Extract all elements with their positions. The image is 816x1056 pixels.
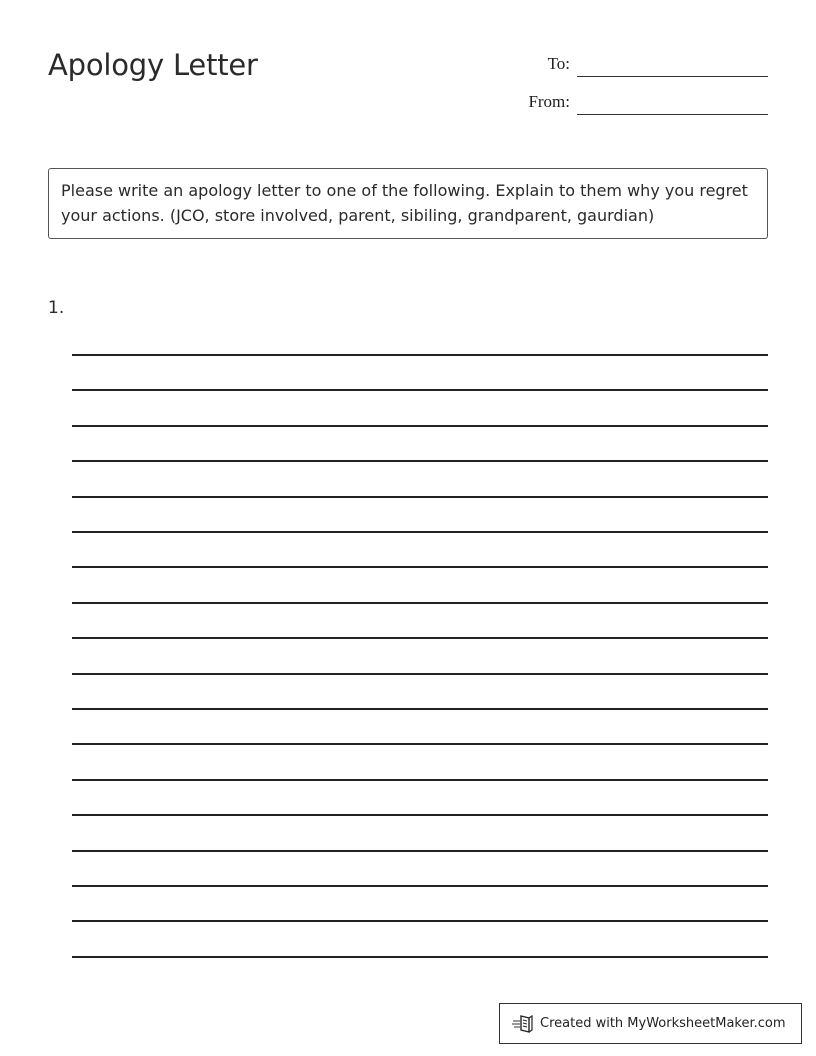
- from-label: From:: [528, 92, 570, 111]
- writing-line[interactable]: [72, 673, 768, 675]
- writing-line[interactable]: [72, 956, 768, 958]
- writing-line[interactable]: [72, 354, 768, 356]
- writing-line[interactable]: [72, 885, 768, 887]
- writing-line[interactable]: [72, 602, 768, 604]
- writing-line[interactable]: [72, 389, 768, 391]
- from-blank[interactable]: [577, 114, 768, 115]
- to-blank[interactable]: [577, 76, 768, 77]
- to-field: [0, 54, 816, 78]
- footer-text: Created with MyWorksheetMaker.com: [540, 1016, 786, 1031]
- writing-line[interactable]: [72, 531, 768, 533]
- writing-line[interactable]: [72, 814, 768, 816]
- footer-badge: [499, 1003, 802, 1044]
- writing-line[interactable]: [72, 460, 768, 462]
- writing-line[interactable]: [72, 566, 768, 568]
- question-number: 1.: [48, 298, 65, 318]
- page-title: Apology Letter: [48, 48, 258, 82]
- to-label: To:: [547, 54, 570, 73]
- writing-line[interactable]: [72, 850, 768, 852]
- writing-line[interactable]: [72, 779, 768, 781]
- writing-line[interactable]: [72, 743, 768, 745]
- worksheet-maker-logo-icon: [512, 1013, 534, 1035]
- writing-line[interactable]: [72, 496, 768, 498]
- instructions-box: Please write an apology letter to one of the following. Explain to them why you regret your actions. (JCO, store involved, parent, sibiling, grandparent, gaurdian): [48, 168, 768, 239]
- writing-line[interactable]: [72, 708, 768, 710]
- writing-line[interactable]: [72, 920, 768, 922]
- from-field: [0, 92, 816, 116]
- writing-line[interactable]: [72, 425, 768, 427]
- writing-line[interactable]: [72, 637, 768, 639]
